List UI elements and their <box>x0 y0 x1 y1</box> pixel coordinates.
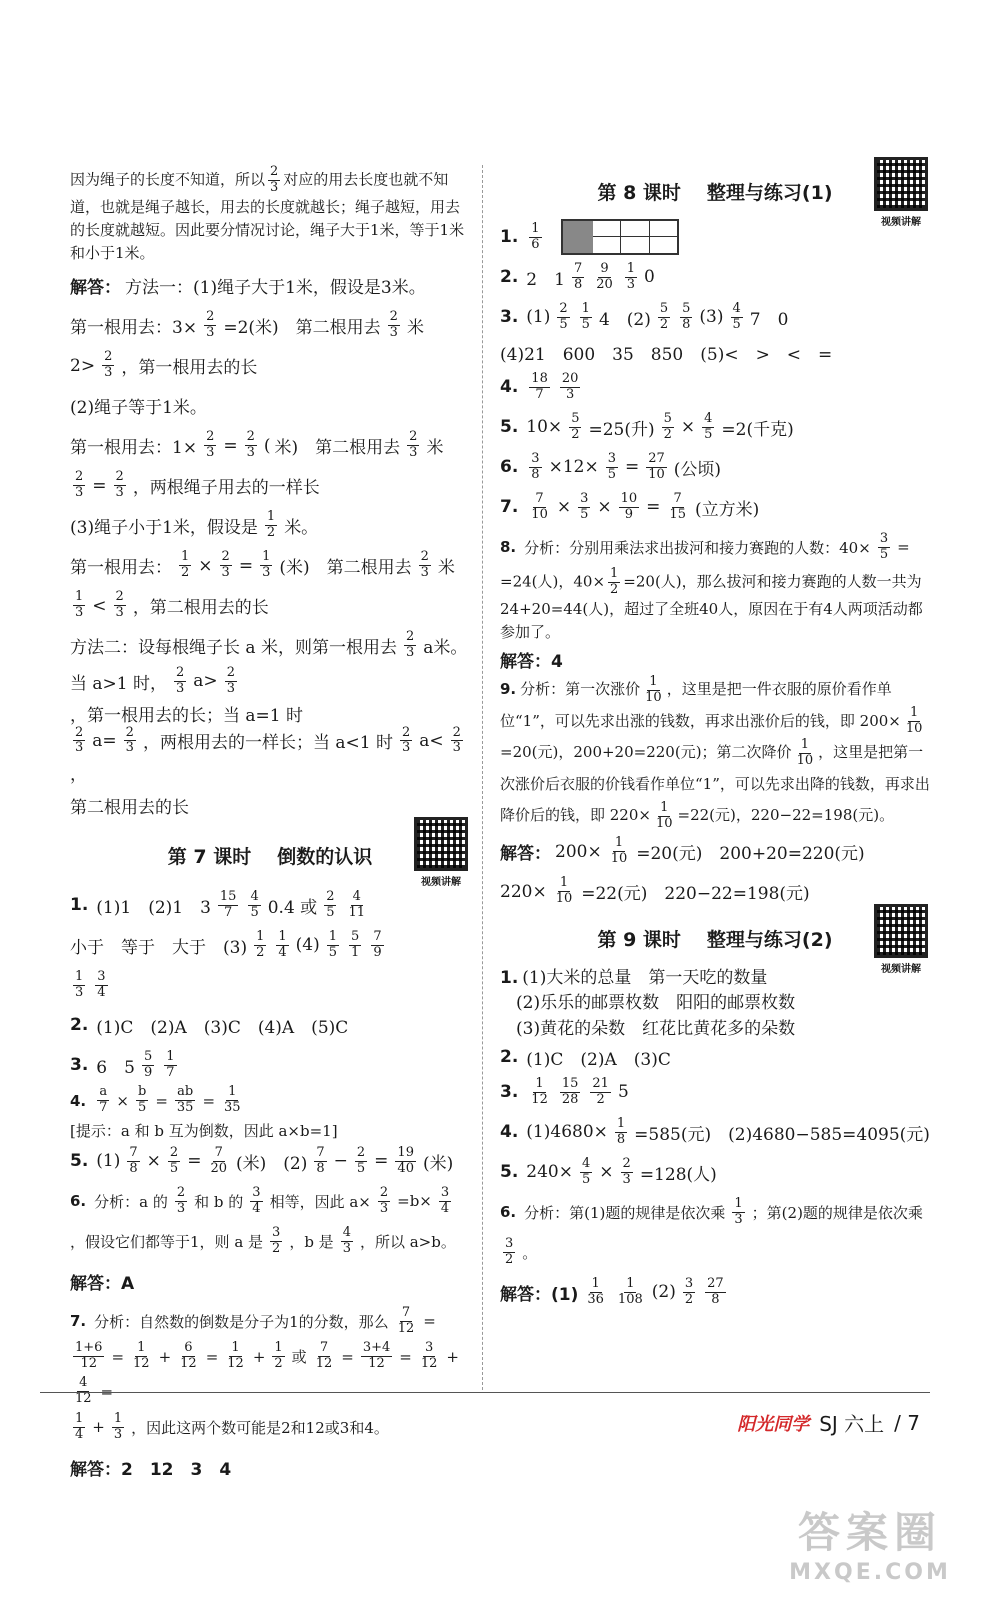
case2-line2: 第一根用去：1× $\frac{2}{3}$ = $\frac{2}{3}$ ( 米) 第二根用去 $\frac{2}{3}$ 米 <box>70 429 444 461</box>
q4: 4. $\frac{a}{7}$ × $\frac{b}{5}$ = $\frac{ab}{35}$ = $\frac{1}{35}$ [提示：a 和 b 互为倒数，因此 a×b=1] <box>70 1084 338 1141</box>
q3: 3. 6 5 $\frac{5}{9}$ $\frac{1}{7}$ <box>70 1048 175 1080</box>
page-number: / 7 <box>894 1410 920 1435</box>
qr-icon <box>874 904 928 958</box>
q7-answer: 解答：2 12 3 4 <box>70 1459 232 1480</box>
case2-line3: $\frac{2}{3}$ = $\frac{2}{3}$ ，两根绳子用去的一样长 <box>75 469 320 501</box>
r7: 7. $\frac{7}{10}$ × $\frac{3}{5}$ × $\frac{10}{9}$ = $\frac{7}{15}$ (立方米) <box>500 490 760 522</box>
qr-code-lesson8[interactable]: 视频讲解 <box>872 157 930 228</box>
method1-line3: 2> $\frac{2}{3}$ ，第一根用去的长 <box>70 349 258 381</box>
r3: 3. (1) $\frac{2}{5}$ $\frac{1}{5}$ 4 (2) $\frac{5}{2}$ $\frac{5}{8}$ (3) $\frac{4}{5}$ 7 0 <box>500 300 789 332</box>
q2: 2. (1)C (2)A (3)C (4)A (5)C <box>70 1015 349 1038</box>
r8-body: =24(人)，40× $\frac{1}{2}$ =20(人)，那么拔河和接力赛跑的人数一共为 24+20=44(人)，超过了全班40人，原因在于有4人两项活动都参加了。 <box>500 566 923 642</box>
case2-line: (2)绳子等于1米。 <box>70 398 207 419</box>
s6-line2: $\frac{3}{2}$ 。 <box>505 1235 538 1267</box>
s4: 4. (1)4680× $\frac{1}{8}$ =585(元) (2)4680−585=4095(元) <box>500 1115 930 1147</box>
q5: 5. (1) $\frac{7}{8}$ × $\frac{2}{5}$ = $\frac{7}{20}$ (米) (2) $\frac{7}{8}$ − $\frac{2}{5}$ = $\frac{19}{40}$ (米) <box>70 1144 454 1176</box>
q6-line2: ，假设它们都等于1，则 a 是 $\frac{3}{2}$ ，b 是 $\frac{4}{3}$ ，所以 a>b。 <box>70 1224 456 1256</box>
page-footer <box>737 1408 920 1437</box>
edition-label: SJ 六上 <box>819 1412 885 1436</box>
lesson-8-header: 第 8 课时 整理与练习(1) 视频讲解 <box>500 165 930 217</box>
q1: 1. (1)1 (2)1 3 $\frac{15}{7}$ $\frac{4}{5}$ 0.4 或 $\frac{2}{5}$ $\frac{4}{11}$ <box>70 888 366 920</box>
s5: 5. 240× $\frac{4}{5}$ × $\frac{2}{3}$ =128(人) <box>500 1155 717 1187</box>
qr-icon <box>414 817 468 871</box>
qr-code-lesson7[interactable]: 视频讲解 <box>412 817 470 888</box>
method2-line4: 第二根用去的长 <box>70 797 189 818</box>
q1-line3: $\frac{1}{3}$ $\frac{3}{4}$ <box>75 968 106 1000</box>
lesson-7-header: 第 7 课时 倒数的认识 视频讲解 <box>70 825 470 885</box>
r8-answer: 解答：4 <box>500 651 563 672</box>
method2-line3: $\frac{2}{3}$ a= $\frac{2}{3}$ ，两根用去的一样长；当 a<1 时 $\frac{2}{3}$ a< $\frac{2}{3}$ ， <box>70 724 461 786</box>
r9-answer2: 220× $\frac{1}{10}$ =22(元) 220−22=198(元) <box>500 875 810 907</box>
q6: 6. 分析：a 的 $\frac{2}{3}$ 和 b 的 $\frac{3}{4}$ 相等，因此 a× $\frac{2}{3}$ =b× $\frac{3}{4}$ <box>70 1184 450 1216</box>
brand-logo: 阳光同学 <box>737 1413 810 1435</box>
q7-line2: $\frac{1+6}{12}$ = $\frac{1}{12}$ + $\frac{6}{12}$ = $\frac{1}{12}$ + $\frac{1}{2}$ 或 $\frac{7}{12}$ = $\frac{3+4}{12}$ = $\frac{3}{12}$ + $\frac{4}{12}$ = <box>75 1340 459 1407</box>
footer-rule <box>40 1392 930 1393</box>
s6-answer: 解答：(1) $\frac{1}{36}$ $\frac{1}{108}$ (2) $\frac{3}{2}$ $\frac{27}{8}$ <box>500 1275 724 1307</box>
r6: 6. $\frac{3}{8}$ ×12× $\frac{3}{5}$ = $\frac{27}{10}$ (公顷) <box>500 450 722 482</box>
method1-line: 解答： 方法一：(1)绳子大于1米，假设是3米。 <box>70 278 426 299</box>
q6-answer: 解答：A <box>70 1273 135 1294</box>
s6: 6. 分析：第(1)题的规律是依次乘 $\frac{1}{3}$ ；第(2)题的规律是依次乘 <box>500 1195 923 1227</box>
r9-answer: 解答： 200× $\frac{1}{10}$ =20(元) 200+20=220(元) <box>500 835 865 867</box>
method2-line: 方法二：设每根绳子长 a 米，则第一根用去 $\frac{2}{3}$ a米。 <box>70 629 468 661</box>
qr-code-lesson9[interactable]: 视频讲解 <box>872 904 930 975</box>
s1: 1. (1)大米的总量 第一天吃的数量 (2)乐乐的邮票枚数 阳阳的邮票枚数 (3)黄花的朵数 红花比黄花多的朵数 <box>500 967 796 1039</box>
intro-text: 因为绳子的长度不知道，所以 $\frac{2}{3}$ 对应的用去长度也就不知道，也就是绳子越长，用去的长度就越长；绳子越短，用去的长度就越短。因此要分情况讨论，绳子大于1米，等于1米和小于1米。 <box>70 164 465 263</box>
q7: 7. 分析：自然数的倒数是分子为1的分数，那么 $\frac{7}{12}$ = <box>70 1304 436 1336</box>
method1-line2: 第一根用去：3× $\frac{2}{3}$ =2(米) 第二根用去 $\frac{2}{3}$ 米 <box>70 309 424 341</box>
q1-line2: 小于 等于 大于 (3) $\frac{1}{2}$ $\frac{1}{4}$ (4) $\frac{1}{5}$ $\frac{5}{1}$ $\frac{7}{9}$ <box>70 928 382 960</box>
lesson-9-header: 第 9 课时 整理与练习(2) 视频讲解 <box>500 912 930 966</box>
r8: 8. 分析：分别用乘法求出拔河和接力赛跑的人数：40× $\frac{3}{5}$ = <box>500 530 910 562</box>
watermark: 答案圈 MXQE.COM <box>789 1508 951 1585</box>
s2: 2. (1)C (2)A (3)C <box>500 1047 671 1070</box>
r5: 5. 10× $\frac{5}{2}$ =25(升) $\frac{5}{2}$ × $\frac{4}{5}$ =2(千克) <box>500 410 794 442</box>
r4: 4. $\frac{18}{7}$ $\frac{20}{3}$ <box>500 370 579 402</box>
s3: 3. $\frac{1}{12}$ $\frac{15}{28}$ $\frac{21}{2}$ 5 <box>500 1075 629 1107</box>
q7-line3: $\frac{1}{4}$ + $\frac{1}{3}$ ，因此这两个数可能是2和12或3和4。 <box>75 1410 389 1442</box>
case3-line2: 第一根用去： $\frac{1}{2}$ × $\frac{2}{3}$ = $\frac{1}{3}$ (米) 第二根用去 $\frac{2}{3}$ 米 <box>70 549 455 581</box>
r2: 2. 2 1 $\frac{7}{8}$ $\frac{9}{20}$ $\frac{1}{3}$ 0 <box>500 260 655 292</box>
case3-line: (3)绳子小于1米，假设是 $\frac{1}{2}$ 米。 <box>70 509 319 541</box>
r9-body: 9. 分析：第一次涨价 $\frac{1}{10}$ ，这里是把一件衣服的原价看作单位“1”，可以先求出涨的钱数，再求出涨价后的钱，即 200× $\frac{1}{10}$ =20(元)，200+20=220(元)；第二次降价 $\frac{1}{10}$ ，这里是把第一次涨价后衣服的价钱看作单位“1”，可以先求出降的钱数，再求出降价后的钱，即 220× $\frac{1}{10}$ =22(元)，220−22=198(元)。 <box>500 673 930 831</box>
right-column <box>500 165 930 1312</box>
column-divider <box>482 165 483 1390</box>
case3-line3: $\frac{1}{3}$ < $\frac{2}{3}$ ，第二根用去的长 <box>75 589 269 621</box>
fraction-grid-diagram <box>561 219 679 255</box>
method2-line2: 当 a>1 时， $\frac{2}{3}$ a> $\frac{2}{3}$ ，第一根用去的长；当 a=1 时 <box>70 664 304 726</box>
left-column <box>70 165 470 1487</box>
qr-icon <box>874 157 928 211</box>
r3-line2: (4)21 600 35 850 (5)< > < = <box>500 344 833 365</box>
r1: 1. $\frac{1}{6}$ <box>500 217 930 257</box>
